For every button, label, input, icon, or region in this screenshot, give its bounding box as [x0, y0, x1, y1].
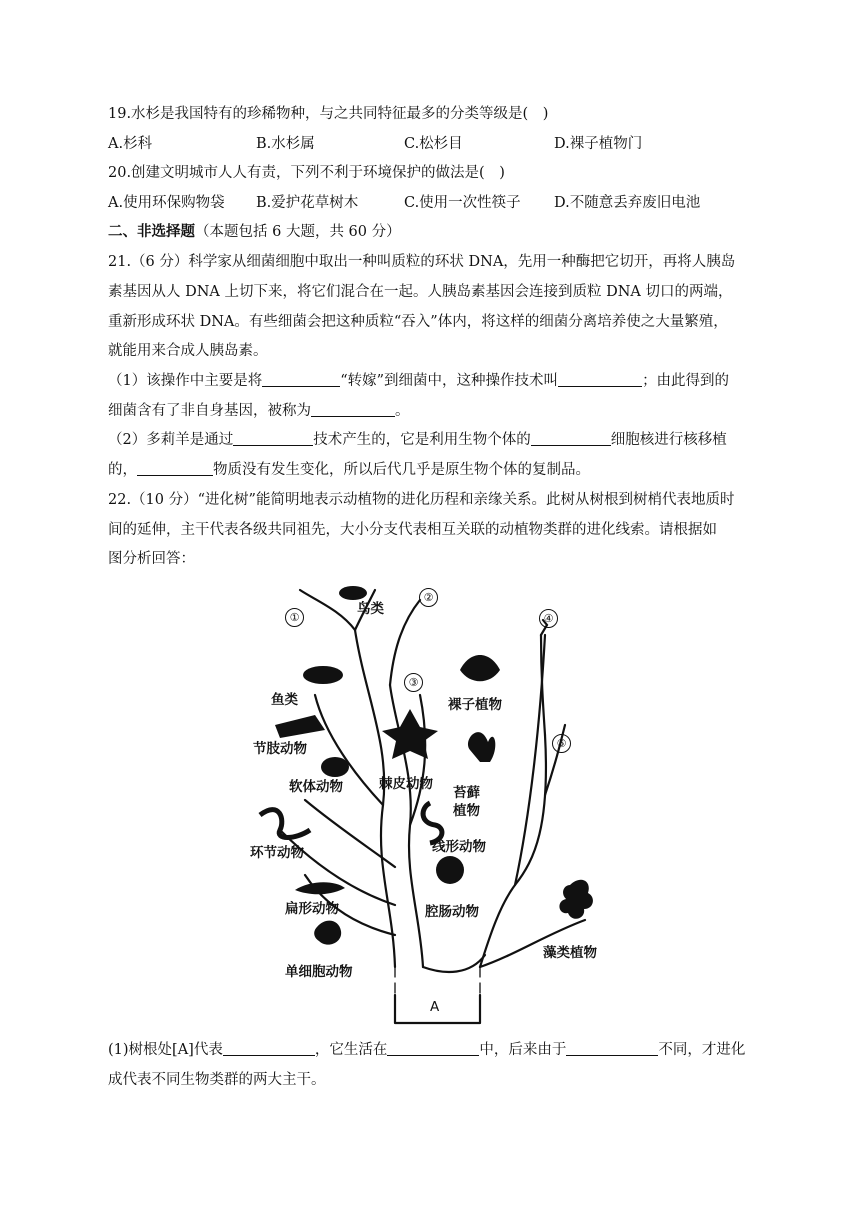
answer-blank[interactable] — [311, 401, 395, 417]
q20-stem: 20.创建文明城市人人有责，下列不利于环境保护的做法是( ) — [108, 165, 505, 181]
q19-option-c[interactable]: C.松杉目 — [404, 136, 463, 152]
q20-option-b[interactable]: B.爱护花草树木 — [256, 195, 359, 211]
label-bryophytes-1: 苔藓 — [453, 785, 480, 801]
marker-3: ③ — [404, 673, 423, 692]
label-coelenterates: 腔肠动物 — [425, 904, 479, 920]
q22-s1-text-b: ，它生活在 — [314, 1042, 388, 1058]
q21-para-line-3: 重新形成环状 DNA。有些细菌会把这种质粒“吞入”体内，将这样的细菌分离培养使之大量繁殖， — [108, 314, 728, 330]
q21-s2-text-d: 的， — [108, 462, 137, 478]
q21-s1-text-b: “转嫁”到细菌中，这种操作技术叫 — [340, 373, 559, 389]
label-birds: 鸟类 — [357, 601, 384, 617]
answer-blank[interactable] — [233, 430, 313, 446]
label-mollusks: 软体动物 — [289, 779, 343, 795]
section-note: （本题包括 6 大题，共 60 分） — [195, 224, 401, 240]
q19-stem: 19.水杉是我国特有的珍稀物种，与之共同特征最多的分类等级是( ) — [108, 106, 549, 122]
q19-option-a[interactable]: A.杉科 — [108, 136, 153, 152]
q21-s2-text-a: （2）多莉羊是通过 — [108, 432, 234, 448]
q22-s1-text-d: 不同，才进化 — [658, 1042, 746, 1058]
section-heading — [108, 222, 758, 242]
marker-1: ① — [285, 608, 304, 627]
q19-option-d[interactable]: D.裸子植物门 — [554, 136, 643, 152]
answer-blank[interactable] — [531, 430, 611, 446]
answer-blank[interactable] — [558, 371, 642, 387]
q21-s2-text-e: 物质没有发生变化，所以后代几乎是原生物个体的复制品。 — [213, 462, 590, 478]
q21-s1-text-d: 细菌含有了非自身基因，被称为 — [108, 403, 311, 419]
q21-sub2-line-1 — [108, 430, 758, 450]
q21-sub1-line-1 — [108, 371, 758, 391]
label-flatworms: 扁形动物 — [285, 901, 339, 917]
marker-2: ② — [419, 588, 438, 607]
q21-s2-text-b: 技术产生的，它是利用生物个体的 — [313, 432, 531, 448]
label-bryophytes-2: 植物 — [453, 803, 480, 819]
q21-para-line-1: 21.（6 分）科学家从细菌细胞中取出一种叫质粒的环状 DNA，先用一种酶把它切开，再将人胰岛 — [108, 254, 736, 270]
q22-s1-text-c: 中，后来由于 — [479, 1042, 567, 1058]
q22-para-line-3: 图分析回答： — [108, 551, 195, 567]
q22-sub1-line-1 — [108, 1040, 758, 1060]
q21-s1-text-a: （1）该操作中主要是将 — [108, 373, 263, 389]
q21-para-line-2: 素基因从人 DNA 上切下来，将它们混合在一起。人胰岛素基因会连接到质粒 DNA 切口的两端， — [108, 284, 733, 300]
label-algae: 藻类植物 — [543, 945, 597, 961]
label-protozoa: 单细胞动物 — [285, 964, 353, 980]
q21-s1-text-c: ；由此得到的 — [642, 373, 730, 389]
q21-sub2-line-2 — [108, 460, 758, 480]
q21-s2-text-c: 细胞核进行核移植 — [610, 432, 727, 448]
answer-blank[interactable] — [137, 460, 213, 476]
label-echinoderms: 棘皮动物 — [379, 776, 433, 792]
label-annelids: 环节动物 — [250, 845, 304, 861]
label-gymnosperms: 裸子植物 — [448, 697, 502, 713]
label-root-a: A — [430, 999, 440, 1015]
marker-4: ④ — [539, 609, 558, 628]
marker-5: ⑤ — [552, 734, 571, 753]
q21-s1-text-e: 。 — [395, 403, 410, 419]
q19-option-b[interactable]: B.水杉属 — [256, 136, 315, 152]
q22-sub1-line-2: 成代表不同生物类群的两大主干。 — [108, 1072, 326, 1088]
q20-option-d[interactable]: D.不随意丢弃废旧电池 — [554, 195, 701, 211]
answer-blank[interactable] — [566, 1040, 658, 1056]
section-title: 二、非选择题 — [108, 223, 195, 240]
answer-blank[interactable] — [387, 1040, 479, 1056]
label-arthropods: 节肢动物 — [253, 741, 307, 757]
answer-blank[interactable] — [223, 1040, 315, 1056]
answer-blank[interactable] — [262, 371, 340, 387]
q22-s1-text-a: (1)树根处[A]代表 — [108, 1042, 223, 1058]
q20-option-a[interactable]: A.使用环保购物袋 — [108, 195, 225, 211]
label-fish: 鱼类 — [271, 692, 298, 708]
q22-para-line-2: 间的延伸，主干代表各级共同祖先，大小分支代表相互关联的动植物类群的进化线索。请根据如 — [108, 522, 717, 538]
q20-option-c[interactable]: C.使用一次性筷子 — [404, 195, 521, 211]
label-nematodes: 线形动物 — [432, 839, 486, 855]
q21-sub1-line-2 — [108, 401, 758, 421]
evolution-tree-figure — [245, 575, 625, 1030]
q21-para-line-4: 就能用来合成人胰岛素。 — [108, 343, 268, 359]
q22-para-line-1: 22.（10 分）“进化树”能简明地表示动植物的进化历程和亲缘关系。此树从树根到树梢代表地质时 — [108, 492, 735, 508]
